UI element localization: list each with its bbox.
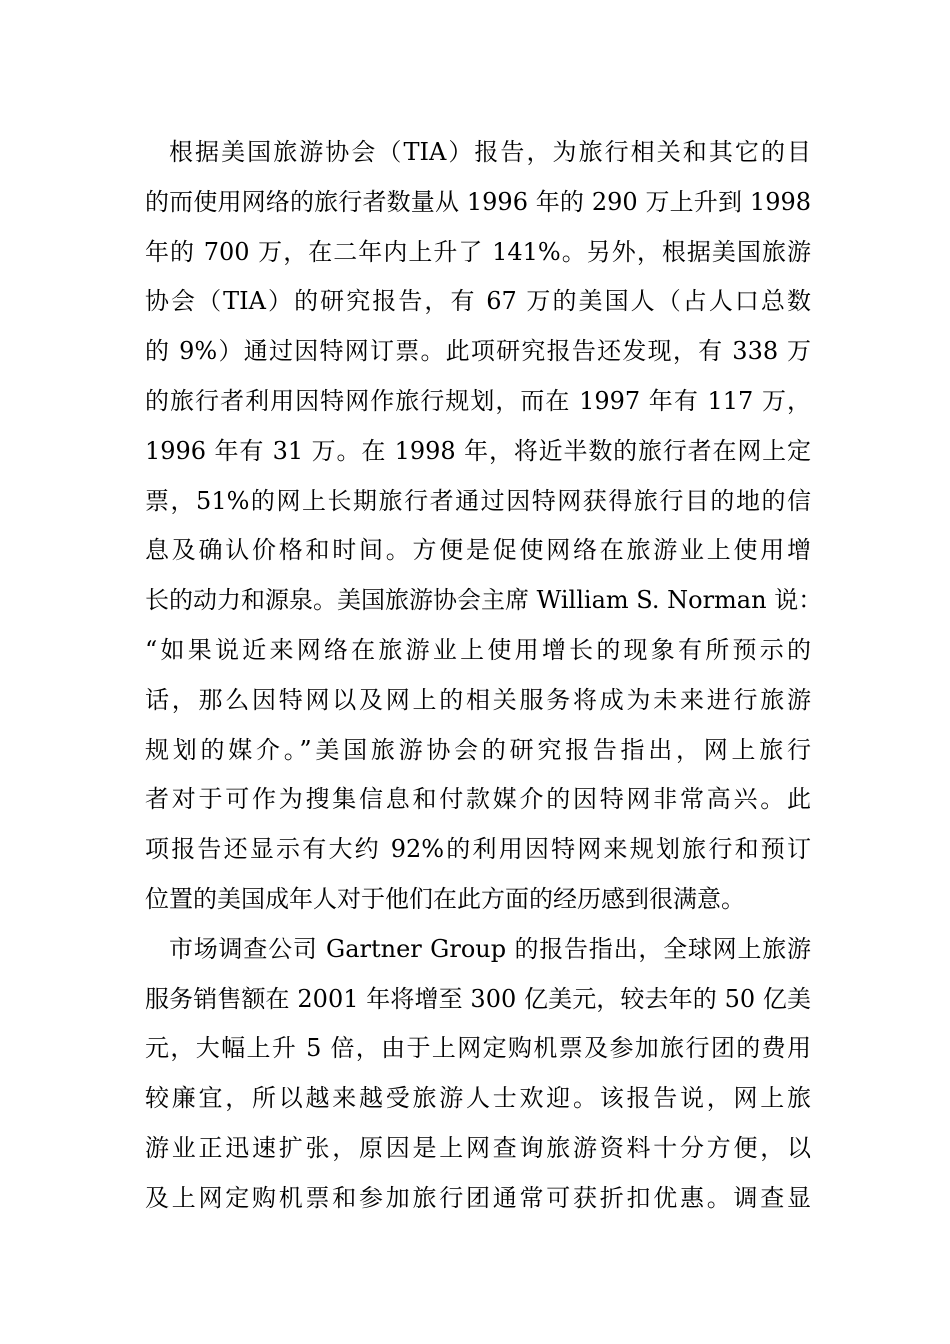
text-line: 根据美国旅游协会（TIA）报告，为旅行相关和其它的目: [169, 138, 811, 166]
paragraph-gartner-report: [145, 925, 811, 1224]
text-line: 票，51%的网上长期旅行者通过因特网获得旅行目的地的信: [145, 486, 811, 515]
text-line: “如果说近来网络在旅游业上使用增长的现象有所预示的: [145, 635, 811, 664]
text-line: 者对于可作为搜集信息和付款媒介的因特网非常高兴。此: [145, 785, 811, 814]
text-line: 较廉宜，所以越来越受旅游人士欢迎。该报告说，网上旅: [145, 1084, 811, 1113]
text-line: 游业正迅速扩张，原因是上网查询旅游资料十分方便，以: [145, 1133, 811, 1162]
paragraph-tia-report: [145, 128, 823, 925]
text-line: 长的动力和源泉。美国旅游协会主席 William S. Norman 说：: [145, 586, 823, 615]
text-line: 服务销售额在 2001 年将增至 300 亿美元，较去年的 50 亿美: [145, 984, 811, 1013]
text-line: 位置的美国成年人对于他们在此方面的经历感到很满意。: [145, 884, 745, 913]
text-line: 规划的媒介。”美国旅游协会的研究报告指出，网上旅行: [145, 735, 811, 764]
document-body: [145, 128, 823, 1224]
text-line: 话，那么因特网以及网上的相关服务将成为未来进行旅游: [145, 685, 811, 714]
text-line: 的而使用网络的旅行者数量从 1996 年的 290 万上升到 1998: [145, 187, 811, 216]
text-line: 1996 年有 31 万。在 1998 年，将近半数的旅行者在网上定: [145, 436, 811, 465]
text-line: 项报告还显示有大约 92%的利用因特网来规划旅行和预订: [145, 835, 811, 864]
text-line: 的 9%）通过因特网订票。此项研究报告还发现，有 338 万: [145, 337, 811, 366]
text-line: 元，大幅上升 5 倍，由于上网定购机票及参加旅行团的费用: [145, 1034, 811, 1063]
text-line: 的旅行者利用因特网作旅行规划，而在 1997 年有 117 万，: [145, 386, 811, 415]
text-line: 协会（TIA）的研究报告，有 67 万的美国人（占人口总数: [145, 287, 811, 316]
text-line: 息及确认价格和时间。方便是促使网络在旅游业上使用增: [145, 536, 811, 565]
text-line: 市场调查公司 Gartner Group 的报告指出，全球网上旅游: [169, 934, 811, 963]
text-line: 年的 700 万，在二年内上升了 141%。另外，根据美国旅游: [145, 237, 811, 266]
text-line: 及上网定购机票和参加旅行团通常可获折扣优惠。调查显: [145, 1183, 811, 1212]
